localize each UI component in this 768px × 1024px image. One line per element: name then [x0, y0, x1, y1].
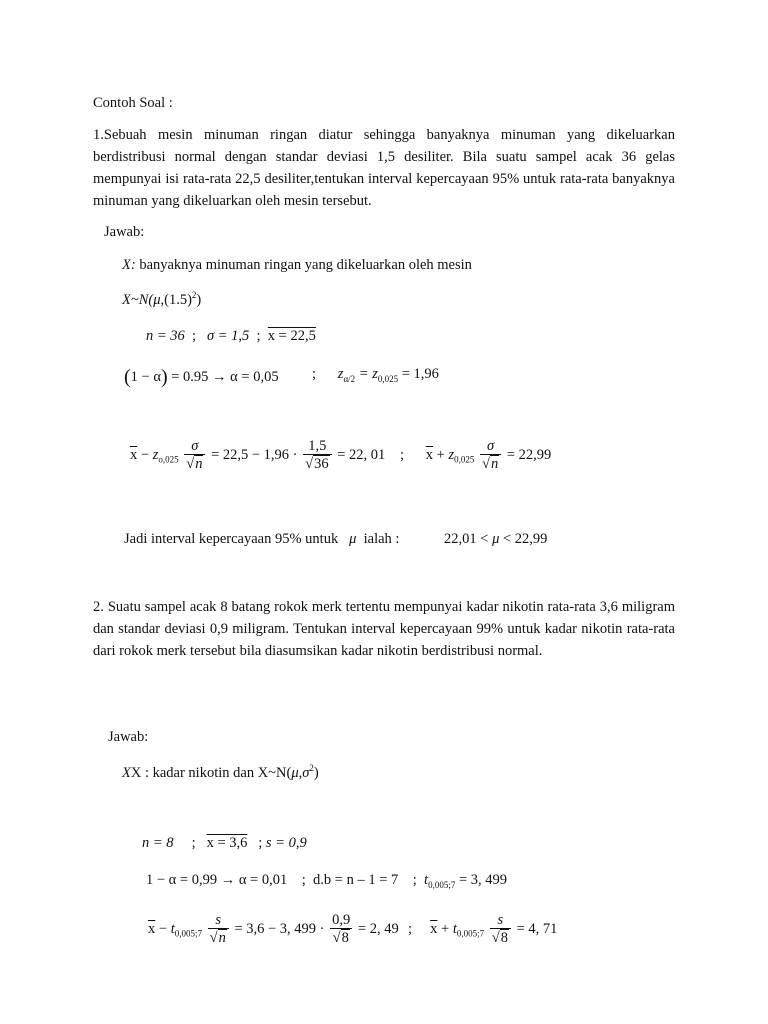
distribution-1: $X\sim N(\mu,(1.5)^2)$	[122, 290, 202, 308]
variable-definition-1	[122, 255, 472, 277]
upper-bound-2: ; $\overline{x} + t_{0,005;7}$ $\frac{s}{√8}$ = 4, 71	[408, 912, 558, 946]
x-description: banyaknya minuman ringan yang dikeluarkan oleh mesin	[139, 257, 472, 273]
alpha-2: 1 − α = 0,99 → α = 0,01 ; d.b = n – 1 = 7 ; $t_{0,005;7} = 3$, 499	[146, 872, 508, 890]
parameters-2: n = 8 ; x = 3,6 ; s = 0,9	[142, 835, 307, 851]
upper-bound-1: ; $\overline{x} + z_{0,025}$ $\frac{\sigma}{√n}$ = 22,99	[400, 438, 552, 472]
problem-2-text: 2. Suatu sampel acak 8 batang rokok merk tertentu mempunyai kadar nikotin rata-rata 3,6 miligram dan standar deviasi 0,9 miligram. Tentukan interval kepercayaan 99% untuk kadar nikotin rata-rata dari rokok merk tersebut bila diasumsikan kadar nikotin berdistribusi normal.	[93, 599, 675, 659]
answer-1-label: Jawab:	[104, 224, 145, 240]
confidence-level-1: (1 − α) = 0.95 → α = 0,05	[124, 366, 279, 388]
answer-2-label: Jawab:	[108, 729, 149, 745]
variable-definition-2: XX : kadar nikotin dan $X\sim N(\mu,\sigma^2)$	[122, 763, 319, 781]
lower-bound-2: $\overline{x} - t_{0,005;7}$ $\frac{s}{√n}$ = 3,6 − 3, 499 · $\frac{0,9}{√8}$ = 2, 49	[148, 912, 399, 946]
conclusion-1: Jadi interval kepercayaan 95% untuk μ ialah :	[124, 531, 400, 547]
z-value-1: ; $z_{\alpha/2} = z_{0,025} = 1,96$	[312, 366, 439, 384]
problem-1-text: 1.Sebuah mesin minuman ringan diatur sehingga banyaknya minuman yang dikeluarkan berdistribusi normal dengan standar deviasi 1,5 desiliter. Bila suatu sampel acak 36 gelas mempunyai isi rata-rata 22,5 desiliter,tentukan interval kepercayaan 95% untuk rata-rata banyaknya minuman yang dikeluarkan oleh mesin tersebut.	[93, 127, 675, 209]
x-label: X:	[122, 257, 136, 273]
interval-result-1: 22,01 < μ < 22,99	[444, 531, 548, 547]
lower-bound-1: $\overline{x} - z_{o,025}$ $\frac{\sigma}{√n}$ = 22,5 − 1,96 · $\frac{1,5}{√36}$ = 22, 01	[130, 438, 386, 472]
parameters-1: n = 36 ; σ = 1,5 ; x = 22,5	[146, 328, 316, 344]
heading: Contoh Soal :	[93, 95, 173, 111]
